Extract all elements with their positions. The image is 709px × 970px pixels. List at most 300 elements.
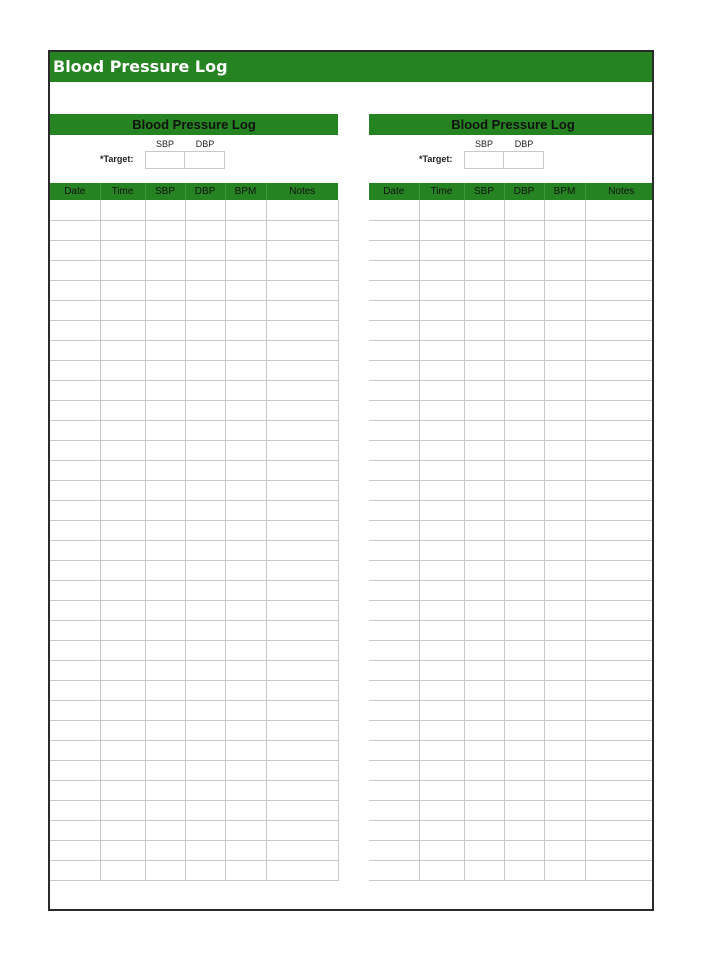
date-cell[interactable] xyxy=(50,400,100,420)
notes-cell[interactable] xyxy=(266,860,338,880)
dbp-cell[interactable] xyxy=(185,260,225,280)
bpm-cell[interactable] xyxy=(544,240,585,260)
time-cell[interactable] xyxy=(419,260,464,280)
time-cell[interactable] xyxy=(100,660,145,680)
time-cell[interactable] xyxy=(100,340,145,360)
sbp-cell[interactable] xyxy=(145,280,185,300)
notes-cell[interactable] xyxy=(585,580,654,600)
dbp-cell[interactable] xyxy=(185,500,225,520)
dbp-cell[interactable] xyxy=(504,380,544,400)
time-cell[interactable] xyxy=(419,540,464,560)
date-cell[interactable] xyxy=(369,820,419,840)
dbp-cell[interactable] xyxy=(504,540,544,560)
time-cell[interactable] xyxy=(419,440,464,460)
dbp-cell[interactable] xyxy=(185,860,225,880)
notes-cell[interactable] xyxy=(266,540,338,560)
notes-cell[interactable] xyxy=(585,820,654,840)
time-cell[interactable] xyxy=(419,560,464,580)
sbp-cell[interactable] xyxy=(464,380,504,400)
time-cell[interactable] xyxy=(419,460,464,480)
date-cell[interactable] xyxy=(50,540,100,560)
notes-cell[interactable] xyxy=(266,260,338,280)
dbp-cell[interactable] xyxy=(185,420,225,440)
date-cell[interactable] xyxy=(369,780,419,800)
dbp-cell[interactable] xyxy=(504,640,544,660)
date-cell[interactable] xyxy=(50,340,100,360)
bpm-cell[interactable] xyxy=(544,420,585,440)
dbp-cell[interactable] xyxy=(504,820,544,840)
dbp-cell[interactable] xyxy=(185,780,225,800)
bpm-cell[interactable] xyxy=(225,340,266,360)
dbp-cell[interactable] xyxy=(504,580,544,600)
time-cell[interactable] xyxy=(100,580,145,600)
sbp-cell[interactable] xyxy=(464,600,504,620)
bpm-cell[interactable] xyxy=(225,300,266,320)
bpm-cell[interactable] xyxy=(225,780,266,800)
date-cell[interactable] xyxy=(369,440,419,460)
notes-cell[interactable] xyxy=(266,600,338,620)
bpm-cell[interactable] xyxy=(225,260,266,280)
date-cell[interactable] xyxy=(369,460,419,480)
dbp-cell[interactable] xyxy=(504,840,544,860)
dbp-cell[interactable] xyxy=(504,620,544,640)
bpm-cell[interactable] xyxy=(544,280,585,300)
date-cell[interactable] xyxy=(369,720,419,740)
sbp-cell[interactable] xyxy=(464,720,504,740)
bpm-cell[interactable] xyxy=(544,380,585,400)
bpm-cell[interactable] xyxy=(225,560,266,580)
bpm-cell[interactable] xyxy=(225,380,266,400)
bpm-cell[interactable] xyxy=(225,200,266,220)
time-cell[interactable] xyxy=(100,460,145,480)
bpm-cell[interactable] xyxy=(544,740,585,760)
time-cell[interactable] xyxy=(100,380,145,400)
sbp-cell[interactable] xyxy=(464,460,504,480)
sbp-cell[interactable] xyxy=(464,440,504,460)
time-cell[interactable] xyxy=(419,240,464,260)
notes-cell[interactable] xyxy=(266,760,338,780)
time-cell[interactable] xyxy=(419,660,464,680)
sbp-cell[interactable] xyxy=(145,220,185,240)
sbp-cell[interactable] xyxy=(145,320,185,340)
sbp-cell[interactable] xyxy=(145,480,185,500)
time-cell[interactable] xyxy=(419,420,464,440)
dbp-cell[interactable] xyxy=(504,800,544,820)
bpm-cell[interactable] xyxy=(544,360,585,380)
time-cell[interactable] xyxy=(419,600,464,620)
time-cell[interactable] xyxy=(100,780,145,800)
time-cell[interactable] xyxy=(100,620,145,640)
notes-cell[interactable] xyxy=(266,500,338,520)
sbp-cell[interactable] xyxy=(464,280,504,300)
bpm-cell[interactable] xyxy=(544,820,585,840)
time-cell[interactable] xyxy=(100,700,145,720)
time-cell[interactable] xyxy=(419,720,464,740)
date-cell[interactable] xyxy=(50,820,100,840)
sbp-cell[interactable] xyxy=(464,300,504,320)
bpm-cell[interactable] xyxy=(225,800,266,820)
time-cell[interactable] xyxy=(100,320,145,340)
bpm-cell[interactable] xyxy=(225,680,266,700)
bpm-cell[interactable] xyxy=(544,440,585,460)
sbp-cell[interactable] xyxy=(464,640,504,660)
bpm-cell[interactable] xyxy=(544,540,585,560)
time-cell[interactable] xyxy=(419,320,464,340)
bpm-cell[interactable] xyxy=(225,600,266,620)
bpm-cell[interactable] xyxy=(225,620,266,640)
notes-cell[interactable] xyxy=(266,700,338,720)
sbp-cell[interactable] xyxy=(145,780,185,800)
date-cell[interactable] xyxy=(369,560,419,580)
dbp-cell[interactable] xyxy=(504,700,544,720)
time-cell[interactable] xyxy=(100,420,145,440)
sbp-cell[interactable] xyxy=(145,700,185,720)
sbp-cell[interactable] xyxy=(145,860,185,880)
bpm-cell[interactable] xyxy=(544,800,585,820)
sbp-cell[interactable] xyxy=(464,400,504,420)
sbp-cell[interactable] xyxy=(145,440,185,460)
sbp-cell[interactable] xyxy=(145,460,185,480)
bpm-cell[interactable] xyxy=(225,360,266,380)
bpm-cell[interactable] xyxy=(225,860,266,880)
sbp-cell[interactable] xyxy=(145,600,185,620)
sbp-cell[interactable] xyxy=(464,480,504,500)
sbp-cell[interactable] xyxy=(464,340,504,360)
bpm-cell[interactable] xyxy=(544,860,585,880)
dbp-cell[interactable] xyxy=(185,520,225,540)
date-cell[interactable] xyxy=(369,400,419,420)
sbp-cell[interactable] xyxy=(464,780,504,800)
time-cell[interactable] xyxy=(419,800,464,820)
notes-cell[interactable] xyxy=(585,780,654,800)
bpm-cell[interactable] xyxy=(225,400,266,420)
date-cell[interactable] xyxy=(50,600,100,620)
sbp-cell[interactable] xyxy=(464,580,504,600)
sbp-cell[interactable] xyxy=(145,820,185,840)
bpm-cell[interactable] xyxy=(544,760,585,780)
date-cell[interactable] xyxy=(50,620,100,640)
date-cell[interactable] xyxy=(50,220,100,240)
date-cell[interactable] xyxy=(369,680,419,700)
date-cell[interactable] xyxy=(50,280,100,300)
notes-cell[interactable] xyxy=(266,620,338,640)
sbp-cell[interactable] xyxy=(145,560,185,580)
dbp-cell[interactable] xyxy=(185,740,225,760)
bpm-cell[interactable] xyxy=(544,400,585,420)
date-cell[interactable] xyxy=(369,740,419,760)
sbp-cell[interactable] xyxy=(145,260,185,280)
dbp-cell[interactable] xyxy=(504,220,544,240)
date-cell[interactable] xyxy=(50,200,100,220)
date-cell[interactable] xyxy=(50,720,100,740)
target-sbp-field[interactable] xyxy=(464,151,504,169)
bpm-cell[interactable] xyxy=(544,640,585,660)
dbp-cell[interactable] xyxy=(504,600,544,620)
dbp-cell[interactable] xyxy=(185,440,225,460)
sbp-cell[interactable] xyxy=(145,420,185,440)
notes-cell[interactable] xyxy=(266,740,338,760)
notes-cell[interactable] xyxy=(266,480,338,500)
date-cell[interactable] xyxy=(369,600,419,620)
dbp-cell[interactable] xyxy=(185,620,225,640)
notes-cell[interactable] xyxy=(266,280,338,300)
bpm-cell[interactable] xyxy=(225,440,266,460)
bpm-cell[interactable] xyxy=(225,480,266,500)
bpm-cell[interactable] xyxy=(225,520,266,540)
sbp-cell[interactable] xyxy=(464,620,504,640)
bpm-cell[interactable] xyxy=(544,580,585,600)
time-cell[interactable] xyxy=(419,360,464,380)
bpm-cell[interactable] xyxy=(544,520,585,540)
sbp-cell[interactable] xyxy=(464,660,504,680)
sbp-cell[interactable] xyxy=(464,860,504,880)
time-cell[interactable] xyxy=(100,560,145,580)
dbp-cell[interactable] xyxy=(185,400,225,420)
date-cell[interactable] xyxy=(50,300,100,320)
bpm-cell[interactable] xyxy=(225,280,266,300)
notes-cell[interactable] xyxy=(585,460,654,480)
dbp-cell[interactable] xyxy=(504,780,544,800)
sbp-cell[interactable] xyxy=(145,660,185,680)
date-cell[interactable] xyxy=(369,800,419,820)
sbp-cell[interactable] xyxy=(464,220,504,240)
bpm-cell[interactable] xyxy=(544,660,585,680)
dbp-cell[interactable] xyxy=(185,200,225,220)
notes-cell[interactable] xyxy=(585,500,654,520)
notes-cell[interactable] xyxy=(266,300,338,320)
date-cell[interactable] xyxy=(369,520,419,540)
notes-cell[interactable] xyxy=(266,220,338,240)
time-cell[interactable] xyxy=(100,860,145,880)
time-cell[interactable] xyxy=(100,400,145,420)
date-cell[interactable] xyxy=(50,420,100,440)
date-cell[interactable] xyxy=(50,700,100,720)
bpm-cell[interactable] xyxy=(544,500,585,520)
target-dbp-field[interactable] xyxy=(504,151,544,169)
bpm-cell[interactable] xyxy=(544,220,585,240)
date-cell[interactable] xyxy=(50,460,100,480)
notes-cell[interactable] xyxy=(266,680,338,700)
sbp-cell[interactable] xyxy=(145,300,185,320)
notes-cell[interactable] xyxy=(585,480,654,500)
dbp-cell[interactable] xyxy=(185,680,225,700)
sbp-cell[interactable] xyxy=(464,680,504,700)
notes-cell[interactable] xyxy=(266,380,338,400)
notes-cell[interactable] xyxy=(585,600,654,620)
bpm-cell[interactable] xyxy=(544,840,585,860)
date-cell[interactable] xyxy=(50,760,100,780)
sbp-cell[interactable] xyxy=(464,240,504,260)
date-cell[interactable] xyxy=(369,300,419,320)
time-cell[interactable] xyxy=(100,220,145,240)
sbp-cell[interactable] xyxy=(464,700,504,720)
notes-cell[interactable] xyxy=(266,800,338,820)
time-cell[interactable] xyxy=(419,640,464,660)
dbp-cell[interactable] xyxy=(185,240,225,260)
dbp-cell[interactable] xyxy=(504,260,544,280)
date-cell[interactable] xyxy=(369,500,419,520)
date-cell[interactable] xyxy=(369,640,419,660)
time-cell[interactable] xyxy=(100,720,145,740)
date-cell[interactable] xyxy=(50,580,100,600)
time-cell[interactable] xyxy=(100,800,145,820)
date-cell[interactable] xyxy=(50,440,100,460)
dbp-cell[interactable] xyxy=(185,640,225,660)
time-cell[interactable] xyxy=(419,700,464,720)
bpm-cell[interactable] xyxy=(225,840,266,860)
notes-cell[interactable] xyxy=(585,640,654,660)
bpm-cell[interactable] xyxy=(544,480,585,500)
dbp-cell[interactable] xyxy=(185,800,225,820)
bpm-cell[interactable] xyxy=(544,780,585,800)
dbp-cell[interactable] xyxy=(185,820,225,840)
dbp-cell[interactable] xyxy=(504,660,544,680)
sbp-cell[interactable] xyxy=(464,840,504,860)
date-cell[interactable] xyxy=(369,320,419,340)
time-cell[interactable] xyxy=(419,840,464,860)
time-cell[interactable] xyxy=(100,200,145,220)
bpm-cell[interactable] xyxy=(225,220,266,240)
notes-cell[interactable] xyxy=(585,400,654,420)
sbp-cell[interactable] xyxy=(464,320,504,340)
bpm-cell[interactable] xyxy=(225,240,266,260)
date-cell[interactable] xyxy=(369,540,419,560)
date-cell[interactable] xyxy=(50,260,100,280)
dbp-cell[interactable] xyxy=(504,440,544,460)
date-cell[interactable] xyxy=(50,560,100,580)
notes-cell[interactable] xyxy=(585,380,654,400)
time-cell[interactable] xyxy=(419,760,464,780)
dbp-cell[interactable] xyxy=(185,840,225,860)
notes-cell[interactable] xyxy=(585,760,654,780)
date-cell[interactable] xyxy=(369,580,419,600)
sbp-cell[interactable] xyxy=(145,680,185,700)
dbp-cell[interactable] xyxy=(504,280,544,300)
time-cell[interactable] xyxy=(419,620,464,640)
sbp-cell[interactable] xyxy=(145,620,185,640)
date-cell[interactable] xyxy=(50,740,100,760)
bpm-cell[interactable] xyxy=(225,760,266,780)
date-cell[interactable] xyxy=(369,200,419,220)
time-cell[interactable] xyxy=(100,820,145,840)
notes-cell[interactable] xyxy=(266,780,338,800)
notes-cell[interactable] xyxy=(266,240,338,260)
sbp-cell[interactable] xyxy=(145,360,185,380)
dbp-cell[interactable] xyxy=(185,580,225,600)
notes-cell[interactable] xyxy=(585,440,654,460)
time-cell[interactable] xyxy=(100,440,145,460)
notes-cell[interactable] xyxy=(266,520,338,540)
time-cell[interactable] xyxy=(419,680,464,700)
sbp-cell[interactable] xyxy=(145,740,185,760)
bpm-cell[interactable] xyxy=(544,600,585,620)
time-cell[interactable] xyxy=(100,360,145,380)
bpm-cell[interactable] xyxy=(544,700,585,720)
sbp-cell[interactable] xyxy=(145,580,185,600)
notes-cell[interactable] xyxy=(266,440,338,460)
sbp-cell[interactable] xyxy=(145,520,185,540)
notes-cell[interactable] xyxy=(585,620,654,640)
notes-cell[interactable] xyxy=(266,560,338,580)
notes-cell[interactable] xyxy=(266,360,338,380)
time-cell[interactable] xyxy=(100,680,145,700)
time-cell[interactable] xyxy=(100,240,145,260)
date-cell[interactable] xyxy=(50,240,100,260)
time-cell[interactable] xyxy=(100,260,145,280)
notes-cell[interactable] xyxy=(266,340,338,360)
bpm-cell[interactable] xyxy=(544,200,585,220)
sbp-cell[interactable] xyxy=(145,340,185,360)
notes-cell[interactable] xyxy=(585,260,654,280)
notes-cell[interactable] xyxy=(266,420,338,440)
sbp-cell[interactable] xyxy=(145,540,185,560)
time-cell[interactable] xyxy=(419,780,464,800)
sbp-cell[interactable] xyxy=(145,240,185,260)
date-cell[interactable] xyxy=(50,860,100,880)
date-cell[interactable] xyxy=(50,360,100,380)
date-cell[interactable] xyxy=(50,380,100,400)
bpm-cell[interactable] xyxy=(225,580,266,600)
time-cell[interactable] xyxy=(419,580,464,600)
time-cell[interactable] xyxy=(419,300,464,320)
time-cell[interactable] xyxy=(419,400,464,420)
sbp-cell[interactable] xyxy=(145,640,185,660)
date-cell[interactable] xyxy=(369,480,419,500)
sbp-cell[interactable] xyxy=(464,740,504,760)
time-cell[interactable] xyxy=(419,280,464,300)
time-cell[interactable] xyxy=(419,500,464,520)
bpm-cell[interactable] xyxy=(225,320,266,340)
sbp-cell[interactable] xyxy=(464,500,504,520)
time-cell[interactable] xyxy=(419,860,464,880)
time-cell[interactable] xyxy=(100,840,145,860)
notes-cell[interactable] xyxy=(266,720,338,740)
sbp-cell[interactable] xyxy=(464,360,504,380)
notes-cell[interactable] xyxy=(585,360,654,380)
date-cell[interactable] xyxy=(369,660,419,680)
date-cell[interactable] xyxy=(369,220,419,240)
dbp-cell[interactable] xyxy=(185,540,225,560)
sbp-cell[interactable] xyxy=(464,260,504,280)
dbp-cell[interactable] xyxy=(185,300,225,320)
date-cell[interactable] xyxy=(369,340,419,360)
bpm-cell[interactable] xyxy=(225,820,266,840)
dbp-cell[interactable] xyxy=(504,200,544,220)
date-cell[interactable] xyxy=(369,620,419,640)
sbp-cell[interactable] xyxy=(464,200,504,220)
dbp-cell[interactable] xyxy=(504,300,544,320)
sbp-cell[interactable] xyxy=(145,760,185,780)
dbp-cell[interactable] xyxy=(504,340,544,360)
dbp-cell[interactable] xyxy=(185,700,225,720)
sbp-cell[interactable] xyxy=(464,800,504,820)
notes-cell[interactable] xyxy=(585,720,654,740)
time-cell[interactable] xyxy=(100,740,145,760)
time-cell[interactable] xyxy=(100,640,145,660)
bpm-cell[interactable] xyxy=(544,460,585,480)
dbp-cell[interactable] xyxy=(504,240,544,260)
notes-cell[interactable] xyxy=(585,280,654,300)
dbp-cell[interactable] xyxy=(185,480,225,500)
bpm-cell[interactable] xyxy=(544,320,585,340)
date-cell[interactable] xyxy=(50,480,100,500)
dbp-cell[interactable] xyxy=(185,720,225,740)
date-cell[interactable] xyxy=(369,280,419,300)
notes-cell[interactable] xyxy=(585,240,654,260)
date-cell[interactable] xyxy=(369,840,419,860)
bpm-cell[interactable] xyxy=(544,680,585,700)
time-cell[interactable] xyxy=(419,220,464,240)
